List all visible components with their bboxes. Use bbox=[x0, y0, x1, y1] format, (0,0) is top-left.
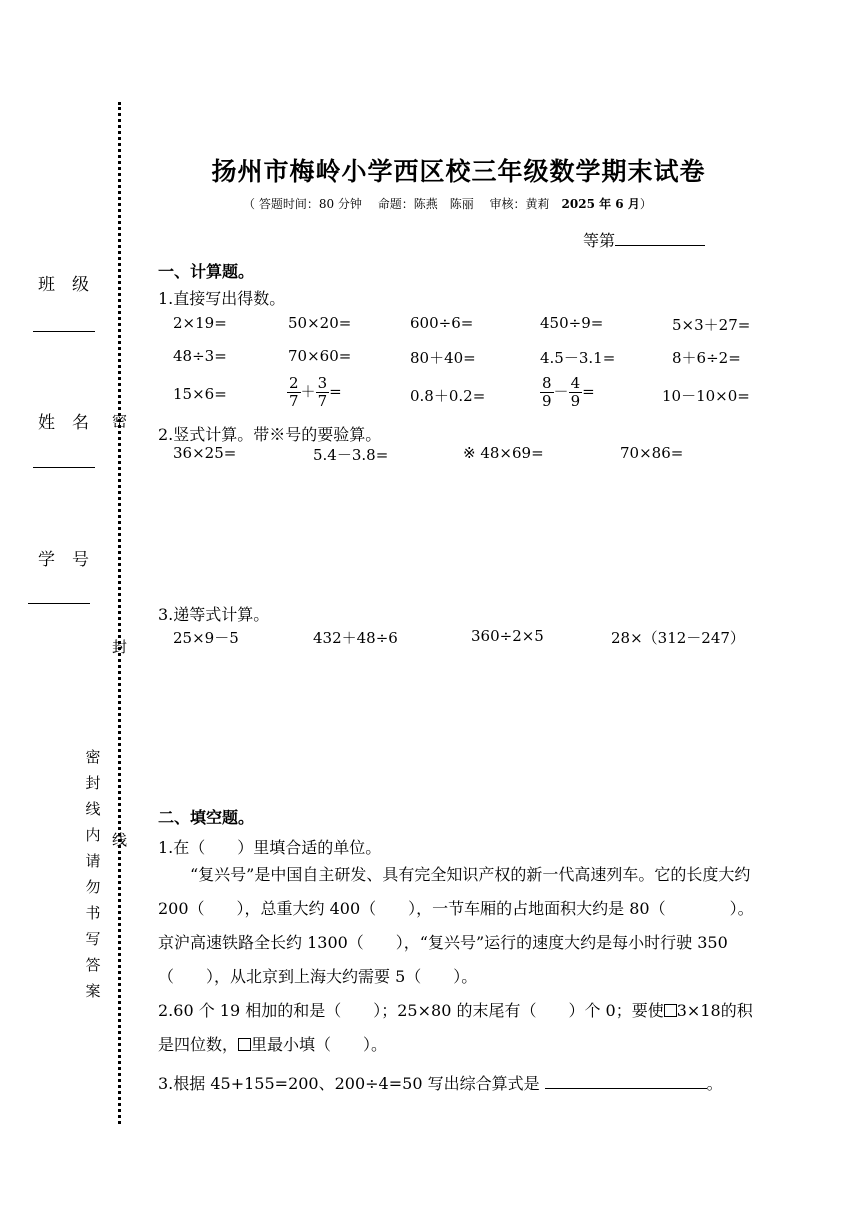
student-id-label: 学 号 bbox=[38, 550, 89, 570]
fraction bbox=[569, 375, 583, 410]
answer-blank[interactable] bbox=[545, 1074, 707, 1089]
exam-date: 2025 年 6 月 bbox=[561, 197, 640, 211]
numerator: 4 bbox=[570, 374, 581, 392]
digit-box bbox=[238, 1038, 251, 1051]
class-input-line[interactable] bbox=[33, 331, 95, 332]
denominator: 7 bbox=[317, 392, 328, 410]
fraction bbox=[287, 375, 301, 410]
calc-item: 2×19= bbox=[173, 314, 227, 332]
denominator: 7 bbox=[289, 392, 299, 410]
calc-item: 4.5－3.1= bbox=[540, 349, 616, 367]
operator: － bbox=[553, 382, 569, 401]
seal-char-mi: 密 bbox=[112, 412, 128, 430]
fill-q2 bbox=[158, 994, 758, 1062]
calc-item: 8＋6÷2= bbox=[672, 349, 741, 367]
numerator: 2 bbox=[289, 374, 299, 392]
fill-q2-text: 3×18 bbox=[676, 1001, 721, 1020]
step-calc-item: 360÷2×5 bbox=[471, 627, 544, 645]
vertical-calc-item: 36×25= bbox=[173, 444, 237, 462]
calc-item: 80＋40= bbox=[410, 349, 476, 367]
fill-q2-text: 2.60 个 19 相加的和是（ ）；25×80 的末尾有（ ）个 0；要使 bbox=[158, 1001, 664, 1020]
name-label: 姓 名 bbox=[38, 413, 89, 433]
class-label: 班 级 bbox=[38, 275, 89, 295]
calc-item: 5×3＋27= bbox=[672, 316, 751, 334]
calc-item: 450÷9= bbox=[540, 314, 604, 332]
calc-item: 600÷6= bbox=[410, 314, 474, 332]
exam-title: 扬州市梅岭小学西区校三年级数学期末试卷 bbox=[211, 157, 706, 186]
vertical-calc-item: 70×86= bbox=[620, 444, 684, 462]
fill-q2-text: 里最小填（ ）。 bbox=[251, 1035, 388, 1054]
section2-heading: 二、填空题。 bbox=[158, 808, 255, 827]
fraction-diff-item bbox=[540, 375, 595, 410]
calc-item: 48÷3= bbox=[173, 347, 227, 365]
fill-q1-paragraph: “复兴号”是中国自主研发、具有完全知识产权的新一代高速列车。它的长度大约 200（ ），总重大约 400（ ），一节车厢的占地面积大约是 80（ ）。京沪高速铁路全长约 1300（ ），“复兴号”运行的速度大约是每小时行驶 350（ ），从北京到上海大约需要 5（ ）。 bbox=[158, 865, 754, 986]
calc-item: 0.8＋0.2= bbox=[410, 387, 486, 405]
fraction bbox=[316, 375, 330, 410]
fill-q1-title: 1.在（ ）里填合适的单位。 bbox=[158, 838, 382, 857]
fill-q2-text: 的积是四位数， bbox=[158, 1001, 753, 1054]
denominator: 9 bbox=[542, 392, 552, 410]
denominator: 9 bbox=[570, 392, 581, 410]
name-input-line[interactable] bbox=[33, 467, 95, 468]
q2-title: 2.竖式计算。带※号的要验算。 bbox=[158, 425, 382, 444]
seal-char-feng: 封 bbox=[112, 638, 128, 656]
seal-dotted-line bbox=[118, 102, 121, 1124]
numerator: 3 bbox=[317, 374, 328, 392]
equals: = bbox=[582, 382, 595, 401]
numerator: 8 bbox=[542, 374, 552, 392]
grade-field bbox=[583, 228, 705, 251]
step-calc-item: 28×（312－247） bbox=[611, 629, 745, 647]
fill-q3 bbox=[158, 1071, 723, 1094]
q3-title: 3.递等式计算。 bbox=[158, 605, 270, 624]
vertical-calc-item: ※ 48×69= bbox=[463, 444, 544, 462]
fraction bbox=[540, 375, 554, 410]
calc-item: 10－10×0= bbox=[662, 387, 750, 405]
q1-title: 1.直接写出得数。 bbox=[158, 289, 286, 308]
student-id-input-line[interactable] bbox=[28, 603, 90, 604]
vertical-calc-item: 5.4－3.8= bbox=[313, 446, 389, 464]
grade-blank[interactable] bbox=[615, 231, 705, 246]
fill-q3-text: 3.根据 45+155=200、200÷4=50 写出综合算式是 bbox=[158, 1074, 545, 1093]
fill-q3-end: 。 bbox=[706, 1074, 723, 1093]
calc-item: 50×20= bbox=[288, 314, 352, 332]
subtitle-info: （ 答题时间：80 分钟 命题：陈燕 陈丽 审核：黄莉 bbox=[243, 197, 562, 211]
digit-box bbox=[664, 1004, 677, 1017]
seal-notice-vertical: 密封线内请勿书写答案 bbox=[85, 748, 101, 1000]
step-calc-item: 432＋48÷6 bbox=[313, 629, 398, 647]
fraction-sum-item bbox=[287, 375, 342, 410]
exam-subtitle bbox=[243, 195, 652, 212]
calc-item: 15×6= bbox=[173, 385, 227, 403]
seal-char-xian: 线 bbox=[112, 831, 128, 849]
step-calc-item: 25×9－5 bbox=[173, 629, 239, 647]
equals: = bbox=[329, 382, 342, 401]
section1-heading: 一、计算题。 bbox=[158, 262, 255, 281]
grade-label: 等第 bbox=[583, 231, 616, 250]
operator: ＋ bbox=[300, 382, 316, 401]
calc-item: 70×60= bbox=[288, 347, 352, 365]
subtitle-close: ） bbox=[639, 197, 652, 211]
